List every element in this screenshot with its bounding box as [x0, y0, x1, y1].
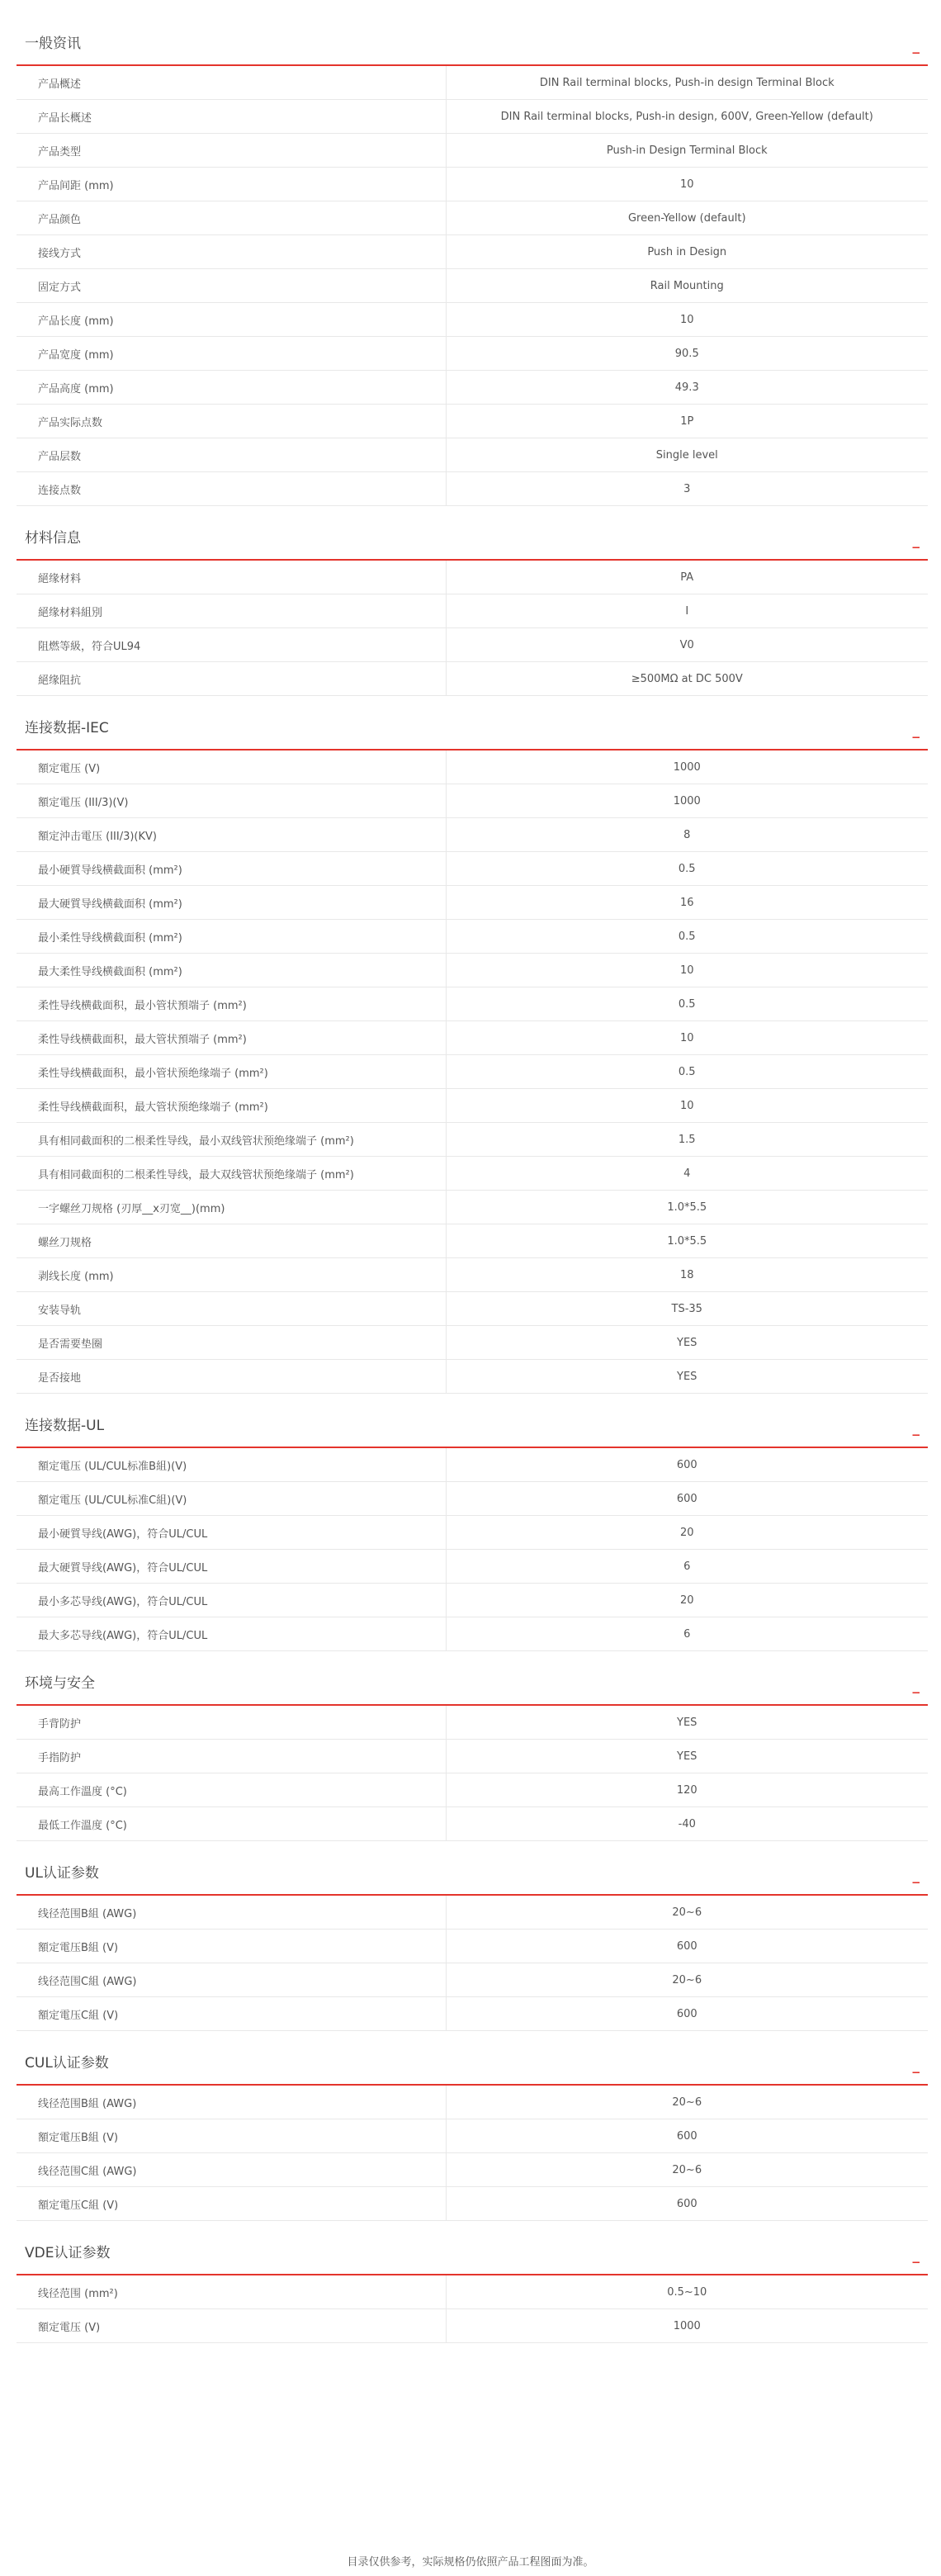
spec-label: 最大柔性导线横截面积 (mm²)	[17, 954, 446, 987]
spec-value: YES	[446, 1360, 928, 1394]
spec-section	[17, 12, 928, 506]
spec-row	[17, 168, 928, 201]
section-header[interactable]	[17, 1394, 928, 1448]
spec-value: 0.5	[446, 1055, 928, 1089]
spec-label: 固定方式	[17, 269, 446, 303]
collapse-minus-icon[interactable]: _	[912, 722, 920, 739]
spec-value: 3	[446, 472, 928, 506]
spec-table	[17, 2275, 928, 2343]
spec-label: 最低工作溫度 (°C)	[17, 1807, 446, 1841]
spec-value: 20~6	[446, 1963, 928, 1997]
spec-label: 手背防护	[17, 1706, 446, 1740]
spec-row	[17, 1258, 928, 1292]
spec-value: 10	[446, 954, 928, 987]
spec-label: 线径范围C組 (AWG)	[17, 2153, 446, 2187]
spec-sheet	[17, 12, 928, 2343]
spec-row	[17, 2309, 928, 2343]
spec-value: YES	[446, 1740, 928, 1773]
spec-label: 最大硬質导线横截面积 (mm²)	[17, 886, 446, 920]
spec-row	[17, 1706, 928, 1740]
spec-row	[17, 987, 928, 1021]
spec-label: 产品间距 (mm)	[17, 168, 446, 201]
spec-section	[17, 2031, 928, 2221]
section-header[interactable]	[17, 12, 928, 66]
spec-label: 最小硬質导线横截面积 (mm²)	[17, 852, 446, 886]
spec-value: 600	[446, 1930, 928, 1963]
spec-label: 阻燃等級，符合UL94	[17, 628, 446, 662]
spec-label: 产品实际点数	[17, 405, 446, 438]
footer-note: 目录仅供参考，实际规格仍依照产品工程图面为准。	[347, 2556, 594, 2569]
spec-label: 絕缘材料	[17, 561, 446, 594]
spec-label: 手指防护	[17, 1740, 446, 1773]
spec-row	[17, 438, 928, 472]
spec-value: ≥500MΩ at DC 500V	[446, 662, 928, 696]
spec-row	[17, 2153, 928, 2187]
section-header[interactable]	[17, 1841, 928, 1896]
spec-row	[17, 269, 928, 303]
spec-row	[17, 954, 928, 987]
spec-value: 10	[446, 1089, 928, 1123]
spec-label: 线径范围C組 (AWG)	[17, 1963, 446, 1997]
section-header[interactable]	[17, 1651, 928, 1706]
spec-value: 6	[446, 1550, 928, 1584]
spec-label: 額定電压B組 (V)	[17, 1930, 446, 1963]
spec-value: 20~6	[446, 1896, 928, 1930]
spec-label: 最大多芯导线(AWG)，符合UL/CUL	[17, 1617, 446, 1651]
section-title: 材料信息	[25, 530, 81, 547]
spec-table	[17, 2086, 928, 2221]
spec-value: 18	[446, 1258, 928, 1292]
spec-row	[17, 2187, 928, 2221]
spec-section	[17, 2221, 928, 2343]
spec-value: I	[446, 594, 928, 628]
section-title: 环境与安全	[25, 1675, 95, 1692]
spec-label: 額定電压B組 (V)	[17, 2119, 446, 2153]
section-title: UL认证参数	[25, 1865, 99, 1882]
spec-label: 額定電压 (UL/CUL标准B組)(V)	[17, 1448, 446, 1482]
spec-value: 20	[446, 1584, 928, 1617]
spec-row	[17, 1997, 928, 2031]
spec-row	[17, 66, 928, 100]
spec-label: 产品层数	[17, 438, 446, 472]
spec-label: 螺丝刀规格	[17, 1224, 446, 1258]
spec-row	[17, 818, 928, 852]
spec-row	[17, 1550, 928, 1584]
spec-row	[17, 1123, 928, 1157]
collapse-minus-icon[interactable]: _	[912, 2057, 920, 2074]
spec-value: Push-in Design Terminal Block	[446, 134, 928, 168]
spec-row	[17, 1930, 928, 1963]
spec-value: 10	[446, 303, 928, 337]
spec-label: 最高工作溫度 (°C)	[17, 1773, 446, 1807]
spec-table	[17, 1448, 928, 1651]
spec-table	[17, 561, 928, 696]
spec-label: 額定電压 (III/3)(V)	[17, 784, 446, 818]
spec-value: YES	[446, 1706, 928, 1740]
spec-label: 是否需要垫圈	[17, 1326, 446, 1360]
spec-row	[17, 1292, 928, 1326]
spec-value: 1.0*5.5	[446, 1191, 928, 1224]
spec-section	[17, 696, 928, 1394]
spec-label: 額定電压 (UL/CUL标准C組)(V)	[17, 1482, 446, 1516]
spec-row	[17, 662, 928, 696]
spec-row	[17, 235, 928, 269]
spec-label: 是否接地	[17, 1360, 446, 1394]
spec-label: 最小硬質导线(AWG)，符合UL/CUL	[17, 1516, 446, 1550]
section-title: VDE认证参数	[25, 2245, 111, 2261]
spec-row	[17, 1807, 928, 1841]
spec-label: 剥线长度 (mm)	[17, 1258, 446, 1292]
spec-row	[17, 1896, 928, 1930]
spec-value: 0.5~10	[446, 2275, 928, 2309]
spec-row	[17, 1773, 928, 1807]
spec-value: 120	[446, 1773, 928, 1807]
spec-row	[17, 2119, 928, 2153]
spec-label: 产品颜色	[17, 201, 446, 235]
spec-label: 产品高度 (mm)	[17, 371, 446, 405]
spec-value: 1000	[446, 784, 928, 818]
spec-row	[17, 472, 928, 506]
spec-label: 线径范围 (mm²)	[17, 2275, 446, 2309]
spec-section	[17, 1651, 928, 1841]
spec-row	[17, 1191, 928, 1224]
spec-label: 产品概述	[17, 66, 446, 100]
spec-value: 16	[446, 886, 928, 920]
section-title: 一般资讯	[25, 36, 81, 52]
spec-row	[17, 852, 928, 886]
section-header[interactable]	[17, 506, 928, 561]
spec-value: Push in Design	[446, 235, 928, 269]
section-title: 连接数据-IEC	[25, 720, 109, 736]
collapse-minus-icon[interactable]: _	[912, 533, 920, 549]
spec-row	[17, 134, 928, 168]
spec-label: 最大硬質导线(AWG)，符合UL/CUL	[17, 1550, 446, 1584]
spec-row	[17, 371, 928, 405]
collapse-minus-icon[interactable]: _	[912, 2247, 920, 2264]
spec-row	[17, 405, 928, 438]
spec-row	[17, 100, 928, 134]
spec-row	[17, 1326, 928, 1360]
spec-value: -40	[446, 1807, 928, 1841]
spec-row	[17, 337, 928, 371]
spec-row	[17, 1360, 928, 1394]
spec-label: 額定電压C組 (V)	[17, 1997, 446, 2031]
spec-row	[17, 751, 928, 784]
spec-section	[17, 1394, 928, 1651]
spec-row	[17, 1584, 928, 1617]
spec-value: 1.0*5.5	[446, 1224, 928, 1258]
spec-label: 絕缘材料組別	[17, 594, 446, 628]
spec-row	[17, 561, 928, 594]
spec-label: 柔性导线横截面积，最小管状预绝缘端子 (mm²)	[17, 1055, 446, 1089]
spec-label: 线径范围B組 (AWG)	[17, 1896, 446, 1930]
spec-value: 600	[446, 1997, 928, 2031]
spec-label: 具有相同截面积的二根柔性导线，最大双线管状预绝缘端子 (mm²)	[17, 1157, 446, 1191]
collapse-minus-icon[interactable]: _	[912, 1420, 920, 1437]
spec-value: 600	[446, 2119, 928, 2153]
spec-row	[17, 1448, 928, 1482]
collapse-minus-icon[interactable]: _	[912, 1678, 920, 1694]
spec-row	[17, 1516, 928, 1550]
spec-label: 一字螺丝刀规格 (刃厚__x刃宽__)(mm)	[17, 1191, 446, 1224]
spec-row	[17, 1157, 928, 1191]
spec-value: 4	[446, 1157, 928, 1191]
spec-label: 柔性导线横截面积，最大管状預端子 (mm²)	[17, 1021, 446, 1055]
spec-label: 具有相同截面积的二根柔性导线，最小双线管状预绝缘端子 (mm²)	[17, 1123, 446, 1157]
spec-label: 接线方式	[17, 235, 446, 269]
spec-label: 額定沖击電压 (III/3)(KV)	[17, 818, 446, 852]
spec-value: 0.5	[446, 987, 928, 1021]
spec-label: 額定電压 (V)	[17, 751, 446, 784]
spec-table	[17, 1896, 928, 2031]
spec-row	[17, 201, 928, 235]
spec-row	[17, 1089, 928, 1123]
spec-row	[17, 1617, 928, 1651]
section-header[interactable]	[17, 696, 928, 751]
spec-label: 线径范围B組 (AWG)	[17, 2086, 446, 2119]
spec-row	[17, 2275, 928, 2309]
spec-section	[17, 506, 928, 696]
spec-value: PA	[446, 561, 928, 594]
spec-label: 最小柔性导线横截面积 (mm²)	[17, 920, 446, 954]
section-title: CUL认证参数	[25, 2055, 109, 2072]
spec-value: 49.3	[446, 371, 928, 405]
spec-label: 額定電压 (V)	[17, 2309, 446, 2343]
spec-value: Green-Yellow (default)	[446, 201, 928, 235]
spec-row	[17, 1224, 928, 1258]
spec-value: 600	[446, 1482, 928, 1516]
section-title: 连接数据-UL	[25, 1418, 105, 1434]
spec-row	[17, 1740, 928, 1773]
spec-value: 600	[446, 2187, 928, 2221]
spec-label: 安装导轨	[17, 1292, 446, 1326]
spec-label: 连接点数	[17, 472, 446, 506]
spec-section	[17, 1841, 928, 2031]
spec-label: 产品长概述	[17, 100, 446, 134]
spec-value: 20~6	[446, 2086, 928, 2119]
spec-label: 产品类型	[17, 134, 446, 168]
spec-value: 600	[446, 1448, 928, 1482]
spec-value: 1.5	[446, 1123, 928, 1157]
spec-table	[17, 751, 928, 1394]
collapse-minus-icon[interactable]: _	[912, 38, 920, 54]
spec-value: 20~6	[446, 2153, 928, 2187]
section-header[interactable]	[17, 2221, 928, 2275]
spec-row	[17, 303, 928, 337]
spec-value: Rail Mounting	[446, 269, 928, 303]
spec-value: DIN Rail terminal blocks, Push-in design, 600V, Green-Yellow (default)	[446, 100, 928, 134]
spec-value: 90.5	[446, 337, 928, 371]
spec-row	[17, 1021, 928, 1055]
collapse-minus-icon[interactable]: _	[912, 1868, 920, 1884]
spec-value: DIN Rail terminal blocks, Push-in design Terminal Block	[446, 66, 928, 100]
spec-value: Single level	[446, 438, 928, 472]
spec-value: 0.5	[446, 852, 928, 886]
spec-label: 最小多芯导线(AWG)，符合UL/CUL	[17, 1584, 446, 1617]
spec-row	[17, 886, 928, 920]
spec-label: 絕缘阻抗	[17, 662, 446, 696]
spec-row	[17, 784, 928, 818]
spec-row	[17, 1055, 928, 1089]
spec-label: 产品长度 (mm)	[17, 303, 446, 337]
spec-label: 柔性导线横截面积，最小管状預端子 (mm²)	[17, 987, 446, 1021]
spec-label: 产品宽度 (mm)	[17, 337, 446, 371]
spec-row	[17, 2086, 928, 2119]
spec-value: 6	[446, 1617, 928, 1651]
spec-value: 8	[446, 818, 928, 852]
spec-value: 10	[446, 1021, 928, 1055]
spec-value: 0.5	[446, 920, 928, 954]
spec-table	[17, 66, 928, 506]
spec-value: TS-35	[446, 1292, 928, 1326]
spec-row	[17, 920, 928, 954]
spec-table	[17, 1706, 928, 1841]
spec-row	[17, 1482, 928, 1516]
spec-value: 1000	[446, 751, 928, 784]
spec-value: V0	[446, 628, 928, 662]
spec-value: 1P	[446, 405, 928, 438]
spec-row	[17, 628, 928, 662]
spec-label: 柔性导线横截面积，最大管状预绝缘端子 (mm²)	[17, 1089, 446, 1123]
spec-value: 20	[446, 1516, 928, 1550]
spec-value: 10	[446, 168, 928, 201]
spec-label: 額定電压C組 (V)	[17, 2187, 446, 2221]
spec-row	[17, 594, 928, 628]
section-header[interactable]	[17, 2031, 928, 2086]
spec-value: 1000	[446, 2309, 928, 2343]
spec-value: YES	[446, 1326, 928, 1360]
spec-row	[17, 1963, 928, 1997]
